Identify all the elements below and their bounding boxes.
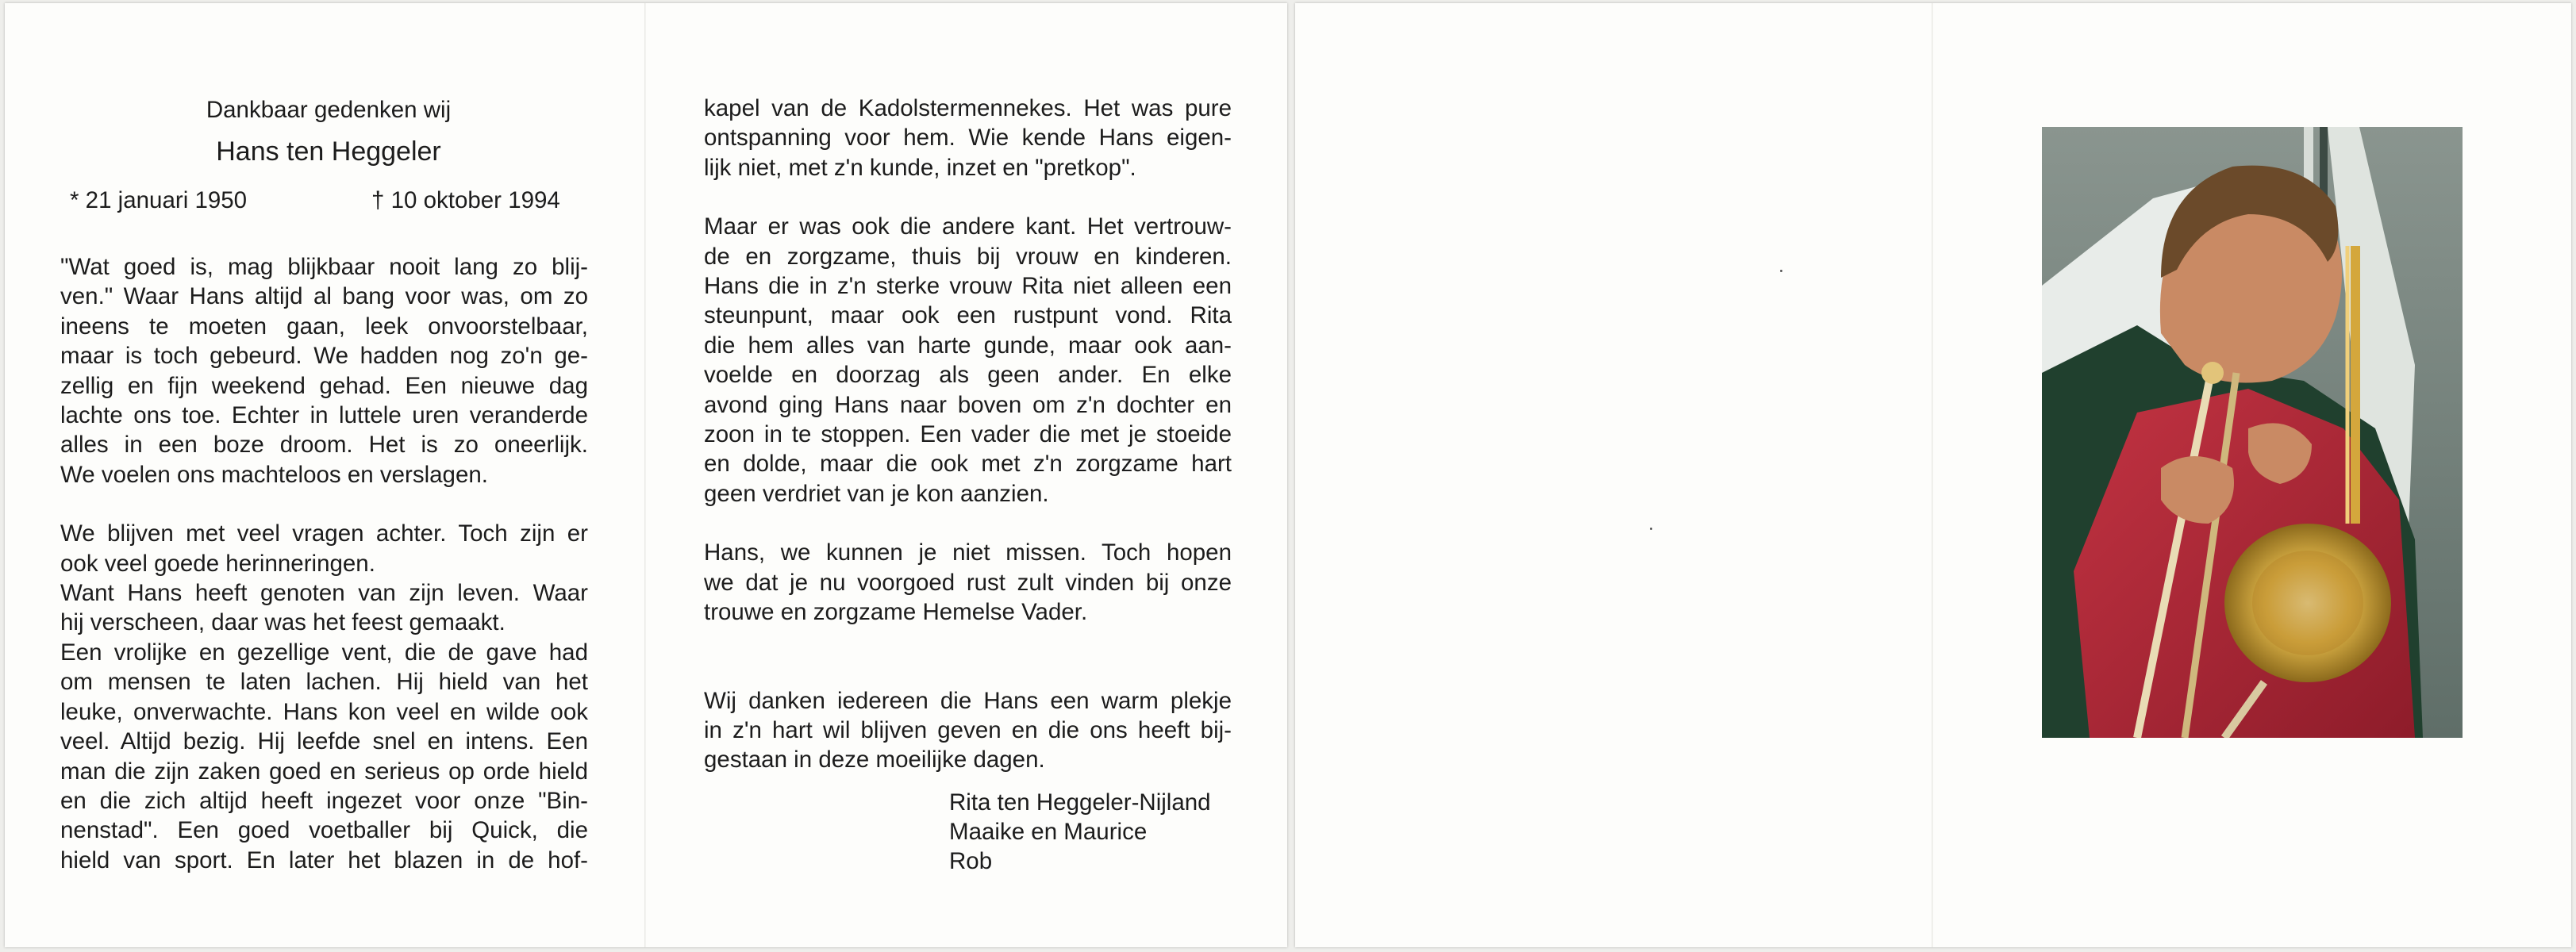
- paragraph: [704, 212, 1232, 509]
- text-line: We blijven met veel vragen achter. Toch zijn er: [60, 520, 588, 547]
- text-line: nenstad". Een goed voetballer bij Quick, die: [60, 817, 588, 844]
- text-line: maar is toch gebeurd. We hadden nog zo'n ge-: [60, 343, 588, 370]
- text-line: avond ging Hans naar boven om z'n dochter en: [704, 391, 1232, 418]
- signature-line: Rita ten Heggeler-Nijland: [949, 789, 1211, 816]
- text-line: leuke, onverwachte. Hans kon veel en wilde ook: [60, 698, 588, 725]
- deceased-name: Hans ten Heggeler: [216, 136, 441, 167]
- text-line: lijk niet, met z'n kunde, inzet en "pretkop".: [704, 154, 1136, 181]
- death-date: † 10 oktober 1994: [371, 187, 560, 213]
- text-line: Een vrolijke en gezellige vent, die de gave had: [60, 639, 588, 666]
- left-column-text: [60, 252, 588, 875]
- signature-block: [949, 788, 1211, 876]
- paragraph: [704, 538, 1232, 627]
- text-line: geen verdriet van je kon aanzien.: [704, 480, 1049, 507]
- portrait-photo: [2042, 127, 2463, 738]
- text-line: en dolde, maar die ook met z'n zorgzame hart: [704, 451, 1232, 478]
- text-line: de en zorgzame, thuis bij vrouw en kinderen.: [704, 243, 1232, 270]
- text-line: Wij danken iedereen die Hans een warm plekje: [704, 687, 1232, 714]
- text-line: om mensen te laten lachen. Hij hield van het: [60, 669, 588, 696]
- trombone-player-illustration: [2042, 127, 2463, 738]
- birth-date: * 21 januari 1950: [70, 187, 248, 213]
- paragraph: [60, 519, 588, 578]
- text-line: Maar er was ook die andere kant. Het vertrouw-: [704, 213, 1232, 240]
- text-line: ook veel goede herinneringen.: [60, 550, 375, 577]
- paragraph: [704, 94, 1232, 182]
- signature-line: Maaike en Maurice: [949, 819, 1148, 845]
- text-line: "Wat goed is, mag blijkbaar nooit lang zo blij-: [60, 254, 588, 280]
- text-line: Hans die in z'n sterke vrouw Rita niet alleen een: [704, 273, 1232, 300]
- paragraph: [704, 686, 1232, 775]
- text-line: man die zijn zaken goed en serieus op orde hield: [60, 758, 588, 785]
- text-line: hij verscheen, daar was het feest gemaakt.: [60, 609, 506, 636]
- fold-line: [1932, 3, 1933, 947]
- text-line: die hem alles van harte gunde, maar ook aan-: [704, 332, 1232, 359]
- text-line: voelde en doorzag als geen ander. En elke: [704, 362, 1232, 389]
- text-line: gestaan in deze moeilijke dagen.: [704, 747, 1045, 774]
- text-line: in z'n hart wil blijven geven en die ons heeft bij-: [704, 716, 1232, 743]
- text-line: veel. Altijd bezig. Hij leefde snel en intens. Een: [60, 728, 588, 755]
- text-line: Want Hans heeft genoten van zijn leven. Waar: [60, 580, 588, 607]
- text-line: lachte ons toe. Echter in luttele uren veranderde: [60, 402, 588, 429]
- text-line: steunpunt, maar ook een rustpunt vond. Rita: [704, 302, 1232, 329]
- text-line: we dat je nu voorgoed rust zult vinden bij onze: [704, 569, 1232, 596]
- text-line: Hans, we kunnen je niet missen. Toch hopen: [704, 539, 1232, 566]
- text-line: zoon in te stoppen. Een vader die met je stoeide: [704, 421, 1232, 448]
- intro-text: Dankbaar gedenken wij: [206, 97, 452, 123]
- text-line: kapel van de Kadolstermennekes. Het was pure: [704, 95, 1232, 121]
- text-line: trouwe en zorgzame Hemelse Vader.: [704, 599, 1088, 626]
- text-line: ineens te moeten gaan, leek onvoorstelbaar,: [60, 313, 588, 340]
- paragraph: [60, 578, 588, 875]
- middle-column-text: [704, 94, 1232, 775]
- text-line: ontspanning voor hem. Wie kende Hans eigen-: [704, 125, 1232, 152]
- text-line: alles in een boze droom. Het is zo oneerlijk.: [60, 432, 588, 459]
- signature-line: Rob: [949, 848, 993, 874]
- text-line: ven." Waar Hans altijd al bang voor was, om zo: [60, 283, 588, 310]
- text-line: hield van sport. En later het blazen in de hof-: [60, 846, 588, 873]
- text-line: zellig en fijn weekend gehad. Een nieuwe dag: [60, 372, 588, 399]
- fold-line: [644, 3, 646, 947]
- speck: [1650, 528, 1652, 530]
- text-line: We voelen ons machteloos en verslagen.: [60, 461, 488, 488]
- text-line: en die zich altijd heeft ingezet voor onze "Bin-: [60, 787, 588, 814]
- paragraph: [60, 252, 588, 489]
- speck: [1780, 270, 1782, 272]
